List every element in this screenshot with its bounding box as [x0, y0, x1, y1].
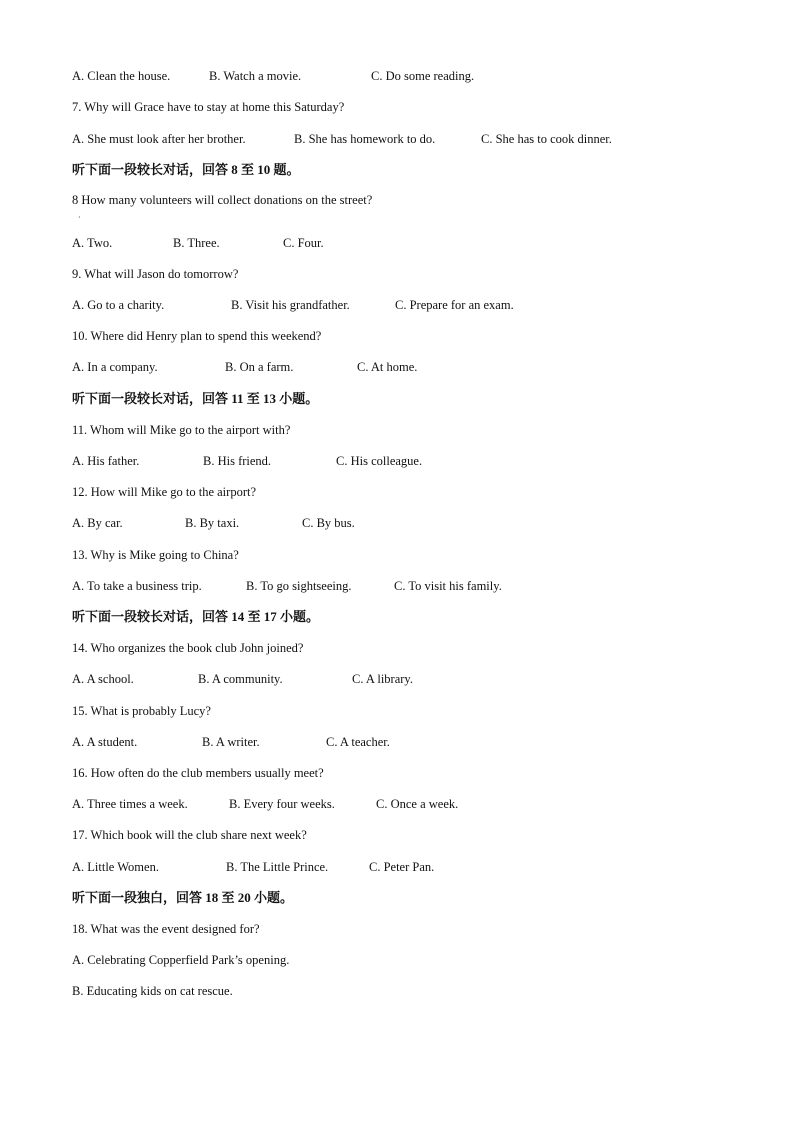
option-c: C. A teacher. [326, 735, 390, 749]
question-9: 9. What will Jason do tomorrow? [72, 267, 239, 281]
option-a: A. Three times a week. [72, 797, 188, 811]
option-b: B. Visit his grandfather. [231, 298, 350, 312]
question-15: 15. What is probably Lucy? [72, 704, 211, 718]
option-c: C. To visit his family. [394, 579, 502, 593]
option-b: B. She has homework to do. [294, 132, 436, 146]
question-11: 11. Whom will Mike go to the airport with? [72, 423, 291, 437]
question-12: 12. How will Mike go to the airport? [72, 485, 256, 499]
option-a: A. His father. [72, 454, 140, 468]
option-a: A. Celebrating Copperfield Park’s opening. [72, 953, 290, 967]
option-a: A. Little Women. [72, 860, 159, 874]
option-b: B. His friend. [203, 454, 272, 468]
option-c: C. Peter Pan. [369, 860, 435, 874]
option-b: B. The Little Prince. [226, 860, 329, 874]
option-c: C. A library. [352, 672, 413, 686]
option-a: A. Go to a charity. [72, 298, 165, 312]
option-a: A. She must look after her brother. [72, 132, 246, 146]
question-10: 10. Where did Henry plan to spend this weekend? [72, 329, 322, 343]
option-a: A. Clean the house. [72, 69, 171, 83]
option-a: A. By car. [72, 516, 123, 530]
option-a: A. To take a business trip. [72, 579, 202, 593]
question-7: 7. Why will Grace have to stay at home this Saturday? [72, 100, 345, 114]
option-c: C. His colleague. [336, 454, 423, 468]
option-a: A. In a company. [72, 360, 158, 374]
section-heading: 听下面一段较长对话，回答 8 至 10 题。 [72, 162, 300, 177]
option-c: C. She has to cook dinner. [481, 132, 612, 146]
question-18: 18. What was the event designed for? [72, 922, 260, 936]
option-b: B. To go sightseeing. [246, 579, 352, 593]
option-a: A. Two. [72, 236, 113, 250]
option-c: C. By bus. [302, 516, 355, 530]
question-14: 14. Who organizes the book club John joined? [72, 641, 304, 655]
option-a: A. A school. [72, 672, 134, 686]
section-heading: 听下面一段较长对话，回答 11 至 13 小题。 [72, 391, 319, 406]
stray-mark: · [78, 213, 81, 222]
section-heading: 听下面一段较长对话，回答 14 至 17 小题。 [72, 609, 320, 624]
option-b: B. Watch a movie. [209, 69, 302, 83]
option-b: B. Educating kids on cat rescue. [72, 984, 233, 998]
option-c: C. Do some reading. [371, 69, 475, 83]
option-b: B. A community. [198, 672, 283, 686]
question-17: 17. Which book will the club share next week? [72, 828, 307, 842]
option-b: B. A writer. [202, 735, 260, 749]
option-c: C. At home. [357, 360, 418, 374]
question-16: 16. How often do the club members usually meet? [72, 766, 324, 780]
option-c: C. Prepare for an exam. [395, 298, 514, 312]
question-13: 13. Why is Mike going to China? [72, 548, 239, 562]
option-c: C. Four. [283, 236, 324, 250]
option-b: B. On a farm. [225, 360, 294, 374]
option-a: A. A student. [72, 735, 138, 749]
option-b: B. Three. [173, 236, 220, 250]
option-c: C. Once a week. [376, 797, 459, 811]
option-b: B. Every four weeks. [229, 797, 335, 811]
section-heading: 听下面一段独白，回答 18 至 20 小题。 [72, 890, 294, 905]
question-8: 8 How many volunteers will collect donations on the street? [72, 193, 373, 207]
option-b: B. By taxi. [185, 516, 240, 530]
